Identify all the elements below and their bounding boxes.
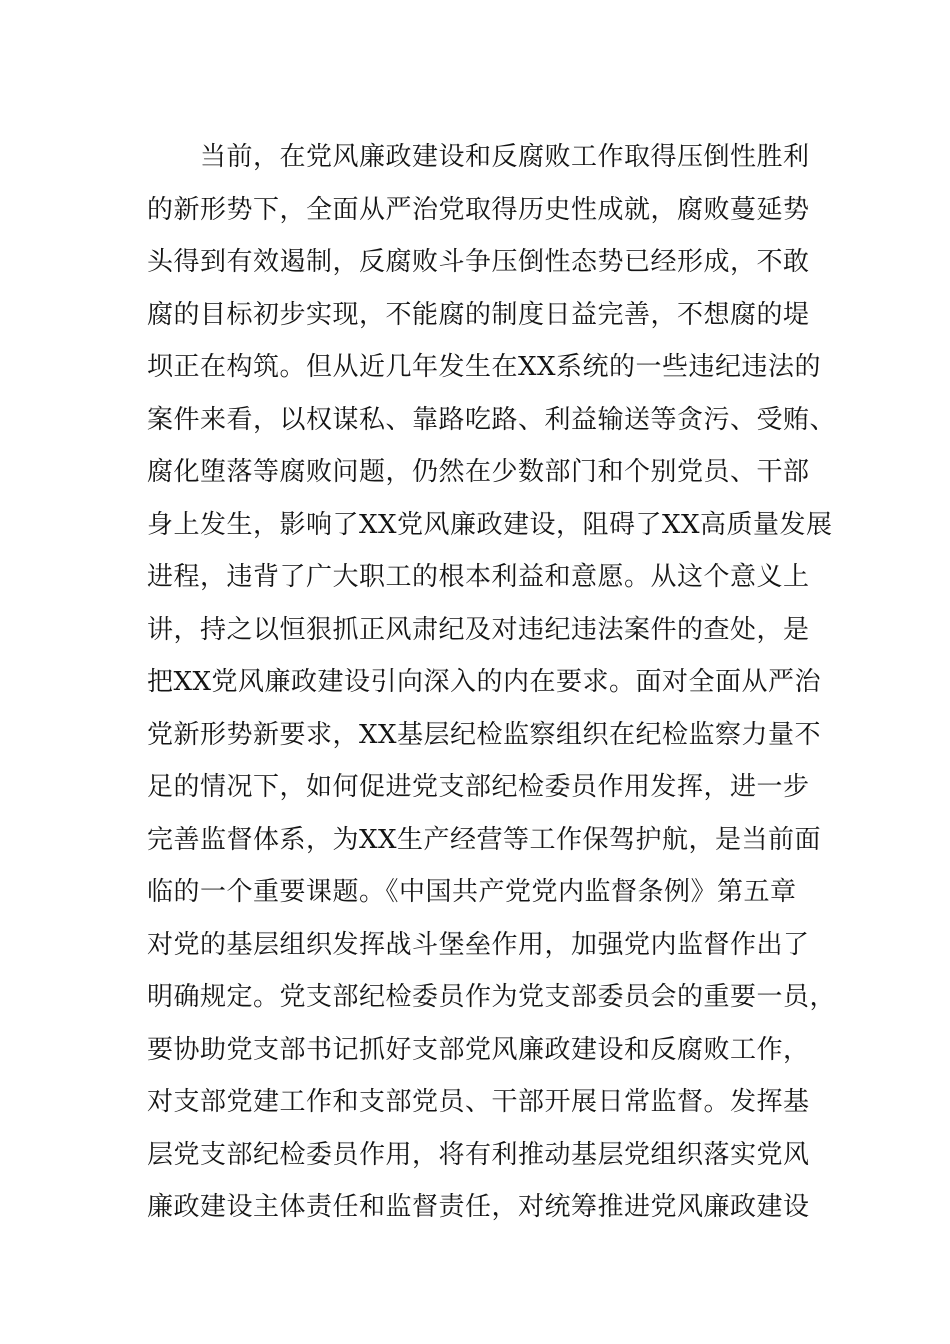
paragraph-line: 完善监督体系，为XX生产经营等工作保驾护航，是当前面: [147, 824, 822, 855]
paragraph-line: 把XX党风廉政建设引向深入的内在要求。面对全面从严治: [147, 667, 822, 697]
paragraph-line: 腐的目标初步实现，不能腐的制度日益完善，不想腐的堤: [147, 299, 810, 330]
paragraph-line: 足的情况下，如何促进党支部纪检委员作用发挥，进一步: [147, 772, 810, 802]
paragraph-line: 临的一个重要课题。《中国共产党党内监督条例》第五章: [147, 877, 797, 907]
paragraph-line: 案件来看，以权谋私、靠路吃路、利益输送等贪污、受贿、: [147, 404, 837, 435]
paragraph-line: 廉政建设主体责任和监督责任，对统筹推进党风廉政建设: [147, 1192, 810, 1222]
paragraph-line: 头得到有效遏制，反腐败斗争压倒性态势已经形成，不敢: [147, 247, 810, 277]
paragraph-line: 对支部党建工作和支部党员、干部开展日常监督。发挥基: [147, 1087, 810, 1117]
body-paragraph: [147, 131, 837, 1234]
paragraph-line: 明确规定。党支部纪检委员作为党支部委员会的重要一员，: [147, 982, 837, 1012]
paragraph-line: 讲，持之以恒狠抓正风肃纪及对违纪违法案件的查处，是: [147, 614, 810, 645]
paragraph-line: 身上发生，影响了XX党风廉政建设，阻碍了XX高质量发展: [147, 509, 833, 540]
paragraph-line: 进程，违背了广大职工的根本利益和意愿。从这个意义上: [147, 562, 810, 592]
paragraph-line: 坝正在构筑。但从近几年发生在XX系统的一些违纪违法的: [147, 352, 822, 382]
paragraph-line: 的新形势下，全面从严治党取得历史性成就，腐败蔓延势: [147, 194, 810, 225]
paragraph-line: 腐化堕落等腐败问题，仍然在少数部门和个别党员、干部: [147, 457, 810, 487]
paragraph-line: 要协助党支部书记抓好支部党风廉政建设和反腐败工作，: [147, 1034, 810, 1065]
paragraph-line: 党新形势新要求，XX基层纪检监察组织在纪检监察力量不: [147, 719, 822, 750]
paragraph-line: 对党的基层组织发挥战斗堡垒作用，加强党内监督作出了: [147, 929, 810, 960]
paragraph-line: 层党支部纪检委员作用，将有利推动基层党组织落实党风: [147, 1139, 810, 1170]
paragraph-line: 当前，在党风廉政建设和反腐败工作取得压倒性胜利: [200, 142, 810, 172]
